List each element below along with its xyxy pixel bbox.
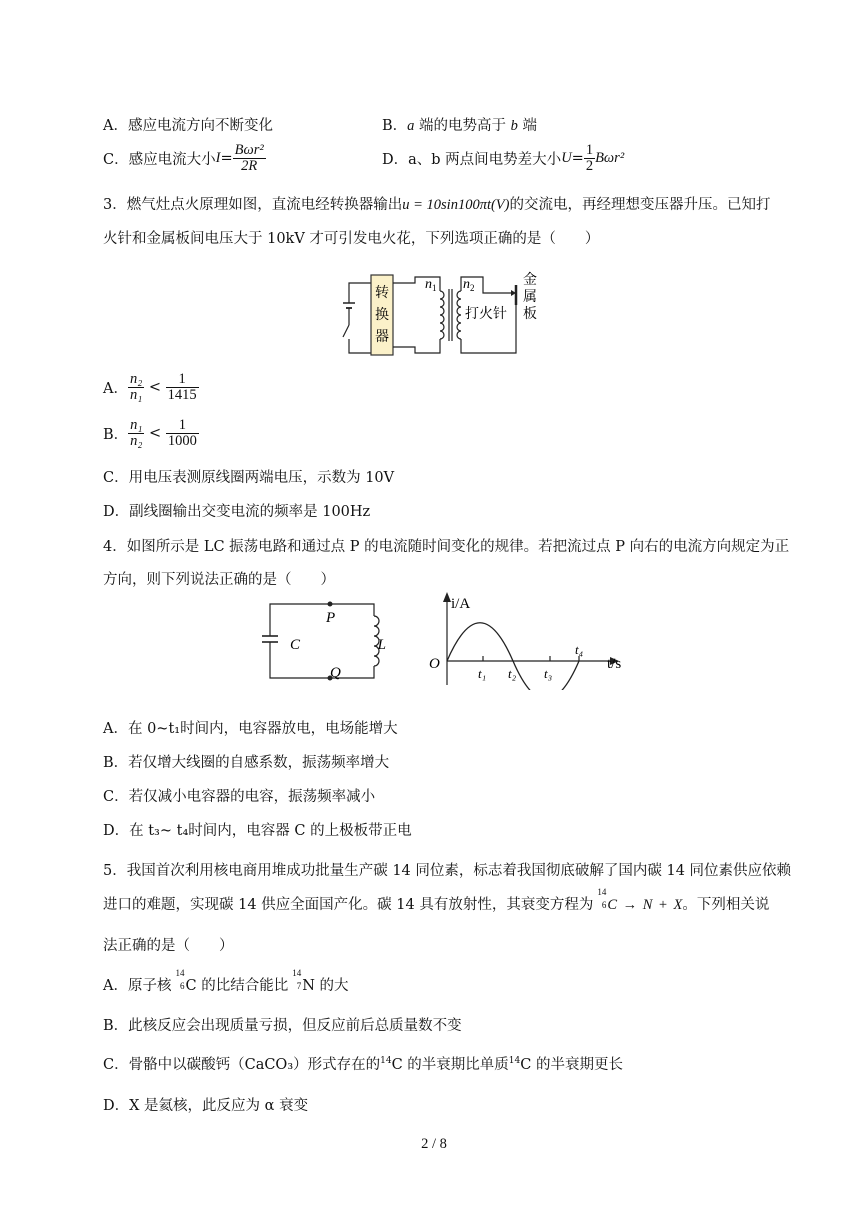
- plate-label-1: 金: [523, 273, 537, 288]
- q3-stem-line2: 火针和金属板间电压大于 10kV 才可引发电火花，下列选项正确的是（ ）: [103, 231, 600, 247]
- q4-stem-line1: 4．如图所示是 LC 振荡电路和通过点 P 的电流随时间变化的规律。若把流过点 P 向右的电流方向规定为正: [103, 539, 790, 555]
- igniter-circuit-diagram: [335, 265, 555, 360]
- decay-equation: C → N + X: [607, 897, 683, 913]
- n2-label: n: [463, 277, 470, 292]
- converter-label-1: 转: [375, 286, 389, 301]
- q4-stem-line2: 方向，则下列说法正确的是（ ）: [103, 572, 335, 588]
- q5-stem-line2: 进口的难题，实现碳 14 供应全面国产化。碳 14 具有放射性，其衰变方程为 14 6 C → N + X。下列相关说: [103, 886, 770, 913]
- q2-option-d: D．a、b 两点间电势差大小U= $\frac{1}{2}$ Bωr²: [382, 142, 625, 174]
- tick-t2: t₂: [508, 666, 517, 681]
- n2-sub: 2: [470, 283, 475, 293]
- q5-option-b: B．此核反应会出现质量亏损，但反应前后总质量数不变: [103, 1018, 462, 1034]
- y-axis-label: i/A: [451, 596, 471, 612]
- q4-option-d: D．在 t₃~ t₄时间内，电容器 C 的上极板带正电: [103, 823, 412, 839]
- point-p-label: P: [326, 610, 336, 626]
- q5-stem-line3: 法正确的是（ ）: [103, 938, 234, 954]
- converter-label-3: 器: [375, 330, 389, 345]
- q3-option-a: A． $\frac{\text{n₂}}{\text{n₁}}$ < $\frac{1}{1415}$: [103, 371, 197, 403]
- n1-label: n: [425, 277, 432, 292]
- q3-option-c: C．用电压表测原线圈两端电压，示数为 10V: [103, 470, 395, 486]
- plate-label-2: 属: [523, 290, 537, 305]
- q5-option-d: D．X 是氦核，此反应为 α 衰变: [103, 1098, 309, 1114]
- current-time-graph: [425, 590, 635, 690]
- q4-option-a: A．在 0~t₁时间内，电容器放电，电场能增大: [103, 721, 398, 737]
- current-fraction: $\frac{\text{Bωr²}}{2R}$: [234, 142, 264, 174]
- q5-option-a: A．原子核 14 6 C 的比结合能比 14 7 N 的大: [103, 967, 349, 994]
- lc-circuit-diagram: [262, 592, 387, 692]
- point-q-label: Q: [330, 665, 341, 681]
- half-fraction: $\frac{1}{2}$: [585, 142, 594, 174]
- inductor-label: L: [377, 637, 386, 653]
- tick-t3: t₃: [544, 666, 553, 681]
- page-number: 2 / 8: [421, 1136, 447, 1152]
- capacitor-label: C: [290, 637, 301, 653]
- q2-option-b: B．a 端的电势高于 b 端: [382, 118, 537, 134]
- q5-stem-line1: 5．我国首次利用核电商用堆成功批量生产碳 14 同位素，标志着我国彻底破解了国内碳 14 同位素供应依赖: [103, 863, 792, 879]
- q3-formula: u = 10sin100πt(V): [402, 197, 510, 213]
- q3-option-d: D．副线圈输出交变电流的频率是 100Hz: [103, 504, 371, 520]
- q2-option-a: A．感应电流方向不断变化: [103, 118, 273, 134]
- tick-t1: t₁: [478, 666, 487, 681]
- q3-stem-line1: 3．燃气灶点火原理如图，直流电经转换器输出u = 10sin100πt(V)的交流电，再经理想变压器升压。已知打: [103, 197, 771, 213]
- q3-option-b: B． $\frac{\text{n₁}}{\text{n₂}}$ < $\frac{1}{1000}$: [103, 417, 197, 449]
- tick-t4: t₄: [575, 642, 584, 657]
- x-axis-label: t/s: [607, 656, 622, 672]
- q4-option-c: C．若仅减小电容器的电容，振荡频率减小: [103, 789, 376, 805]
- q4-option-b: B．若仅增大线圈的自感系数，振荡频率增大: [103, 755, 390, 771]
- plate-label-3: 板: [523, 307, 537, 322]
- converter-label-2: 换: [375, 308, 389, 323]
- q5-option-c: C．骨骼中以碳酸钙（CaCO₃）形式存在的$^{14}$C 的半衰期比单质$^{14}$C 的半衰期更长: [103, 1056, 623, 1073]
- origin-label: O: [429, 656, 440, 672]
- needle-label: 打火针: [465, 307, 507, 322]
- n1-sub: 1: [432, 283, 437, 293]
- q2-option-c: C．感应电流大小I= $\frac{\text{Bωr²}}{2R}$: [103, 142, 264, 174]
